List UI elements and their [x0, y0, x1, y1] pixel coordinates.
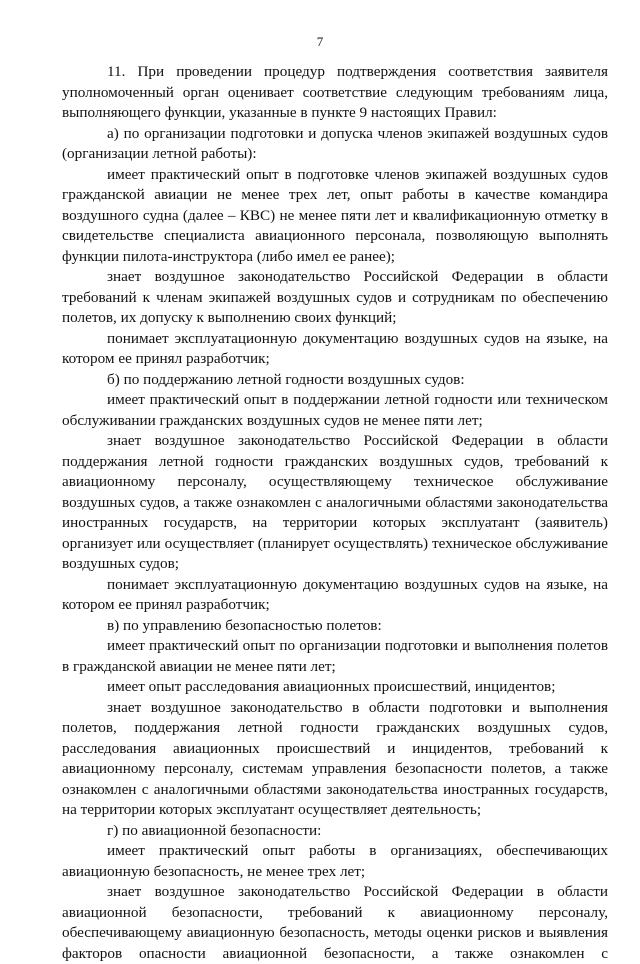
paragraph: имеет опыт расследования авиационных происшествий, инцидентов; [107, 678, 556, 695]
paragraph: имеет практический опыт по организации подготовки и выполнения полетов в гражданской авиации не менее пяти лет; [62, 637, 608, 675]
paragraph: понимает эксплуатационную документацию воздушных судов на языке, на котором ее принял разработчик; [62, 329, 608, 367]
paragraph-item-11: 11. При проведении процедур подтверждения соответствия заявителя уполномоченный орган оценивает соответствие следующим требованиям лица, выполняющего функции, указанные в пункте 9 настоящих Правил: [62, 63, 608, 121]
paragraph: знает воздушное законодательство Российской Федерации в области авиационной безопасности, требований к авиационному персоналу, обеспечивающему авиационную безопасность, методы оценки рисков и выявления факторов опасности авиационной безопасности, а также ознакомлен с [62, 883, 608, 962]
paragraph: имеет практический опыт в поддержании летной годности или техническом обслуживании гражданских воздушных судов не менее пяти лет; [62, 391, 608, 429]
paragraph: понимает эксплуатационную документацию воздушных судов на языке, на котором ее принял разработчик; [62, 575, 608, 613]
paragraph: знает воздушное законодательство Российской Федерации в области требований к членам экипажей воздушных судов и сотрудникам по обеспечению полетов, их допуску к выполнению своих функций; [62, 268, 608, 326]
paragraph: знает воздушное законодательство Российской Федерации в области поддержания летной годности гражданских воздушных судов, требований к авиационному персоналу, осуществляющему техническое обслуживание воздушных судов, а также ознакомлен с аналогичными областями законодательства иностранных государств, на территории которых эксплуатант (заявитель) организует или осуществляет (планирует осуществлять) техническое обслуживание воздушных судов; [62, 432, 608, 572]
paragraph-subitem-v: в) по управлению безопасностью полетов: [107, 616, 382, 634]
paragraph: имеет практический опыт в подготовке членов экипажей воздушных судов гражданской авиации не менее трех лет, опыт работы в качестве командира воздушного судна (далее – КВС) не менее пяти лет и квалификационную отметку в свидетельстве специалиста авиационного персонала, позволяющую выполнять функции пилота-инструктора (либо имел ее ранее); [62, 165, 608, 265]
paragraph-subitem-a: а) по организации подготовки и допуска членов экипажей воздушных судов (организации летной работы): [62, 124, 608, 162]
paragraph-subitem-b: б) по поддержанию летной годности воздушных судов: [107, 370, 465, 388]
paragraph-subitem-g: г) по авиационной безопасности: [107, 821, 322, 839]
page-number: 7 [316, 34, 324, 49]
document-body [62, 62, 608, 964]
paragraph: имеет практический опыт работы в организациях, обеспечивающих авиационную безопасность, не менее трех лет; [62, 842, 608, 880]
paragraph: знает воздушное законодательство в области подготовки и выполнения полетов, поддержания летной годности гражданских воздушных судов, расследования авиационных происшествий и инцидентов, требований к авиационному персоналу, системам управления безопасности полетов, а также ознакомлен с аналогичными областями законодательства иностранных государств, на территории которых эксплуатант осуществляет деятельность; [62, 698, 608, 818]
